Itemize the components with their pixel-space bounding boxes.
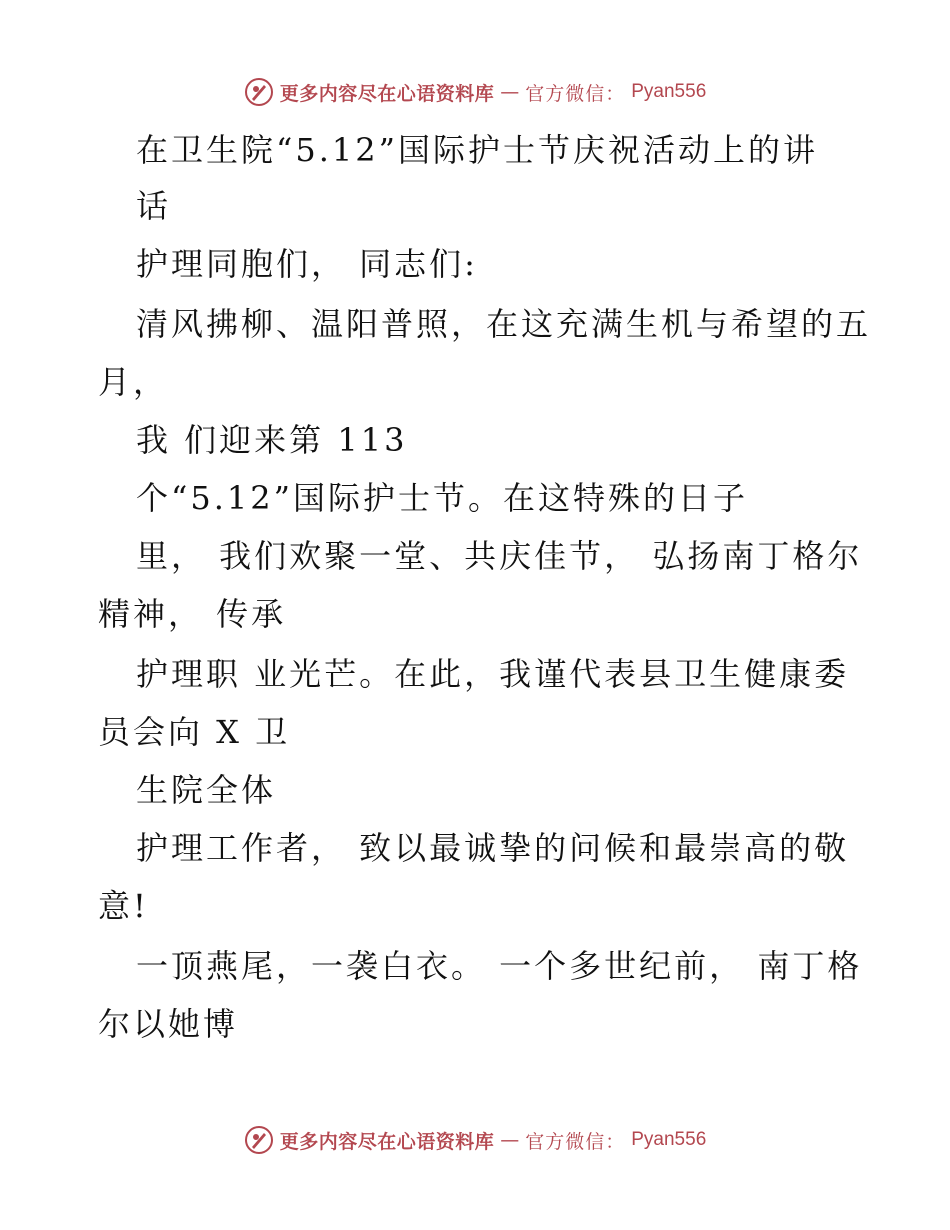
paragraph-line: 生院全体 — [136, 771, 277, 809]
quill-logo-icon — [244, 77, 274, 107]
header-banner-dash: — — [500, 81, 520, 103]
paragraph-line: 月， — [98, 363, 169, 401]
footer-banner-dash: — — [500, 1129, 520, 1151]
salutation-line: 护理同胞们， 同志们: — [136, 245, 478, 283]
document-title-line-2: 话 — [136, 187, 172, 225]
paragraph-line: 护理职 业光芒。在此，我谨代表县卫生健康委 — [136, 655, 850, 693]
paragraph-line: 一顶燕尾，一袭白衣。 一个多世纪前， 南丁格 — [136, 947, 863, 985]
paragraph-line: 意! — [98, 887, 149, 925]
header-wechat-id: Pyan556 — [631, 81, 707, 102]
quill-logo-icon — [244, 1125, 274, 1155]
paragraph-line: 我 们迎来第 113 — [136, 421, 408, 459]
paragraph-line: 清风拂柳、温阳普照，在这充满生机与希望的五 — [136, 305, 872, 343]
footer-banner-text: 更多内容尽在心语资料库 — [279, 1130, 495, 1153]
paragraph-line: 精神， 传承 — [98, 595, 287, 633]
header-wechat-label: 官方微信： — [525, 82, 626, 105]
footer-wechat-id: Pyan556 — [631, 1129, 707, 1150]
paragraph-line: 里， 我们欢聚一堂、共庆佳节， 弘扬南丁格尔 — [136, 537, 863, 575]
paragraph-line: 员会向 X 卫 — [98, 713, 291, 751]
footer-wechat-label: 官方微信： — [525, 1130, 626, 1153]
page-footer-banner — [0, 1120, 950, 1160]
document-title-line-1: 在卫生院“5.12”国际护士节庆祝活动上的讲 — [136, 131, 818, 169]
header-banner-text: 更多内容尽在心语资料库 — [279, 82, 495, 105]
paragraph-line: 尔以她博 — [98, 1005, 239, 1043]
page-header-banner — [0, 72, 950, 112]
paragraph-line: 个“5.12”国际护士节。在这特殊的日子 — [136, 479, 748, 517]
paragraph-line: 护理工作者， 致以最诚挚的问候和最崇高的敬 — [136, 829, 850, 867]
